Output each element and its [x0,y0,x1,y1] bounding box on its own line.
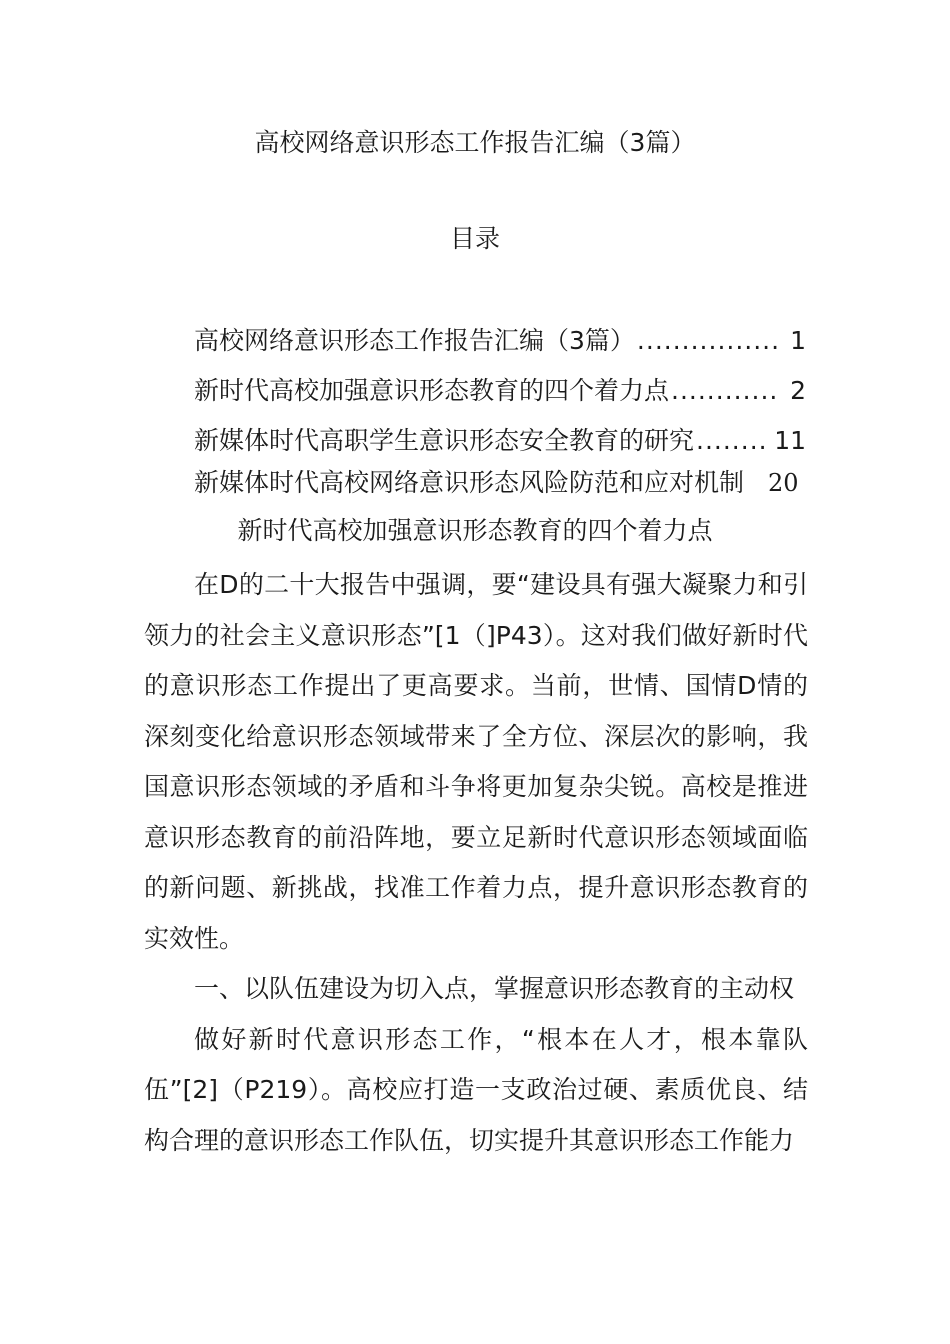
toc-entry-page: 1 [790,326,806,355]
toc-entry-page: 20 [768,469,799,497]
toc-entry-text: 新媒体时代高职学生意识形态安全教育的研究 [194,426,695,455]
toc-entry-page: 2 [790,376,806,405]
toc-entry-leader: ............ [671,376,779,405]
toc-heading: 目录 [449,224,500,253]
toc-entry[interactable] [194,464,806,502]
toc-entry-leader: ................ [636,326,781,355]
section-heading: 一、以队伍建设为切入点，掌握意识形态教育的主动权 [194,974,795,1003]
toc-entry-leader: ........ [696,426,768,455]
toc-entry[interactable] [194,322,806,360]
toc-entry[interactable] [194,422,806,460]
toc-entry[interactable] [194,372,806,410]
toc-entry-text: 新时代高校加强意识形态教育的四个着力点 [194,376,670,405]
paragraph: 在D的二十大报告中强调，要“建设具有强大凝聚力和引领力的社会主义意识形态”[1（]P43）。这对我们做好新时代的意识形态工作提出了更高要求。当前，世情、国情D情的深刻变化给意识形态领域带来了全方位、深层次的影响，我国意识形态领域的矛盾和斗争将更加复杂尖锐。高校是推进意识形态教育的前沿阵地，要立足新时代意识形态领域面临的新问题、新挑战，找准工作着力点，提升意识形态教育的实效性。 [144,570,808,953]
toc-entry-text: 新媒体时代高校网络意识形态风险防范和应对机制 [194,468,745,497]
document-title: 高校网络意识形态工作报告汇编（3篇） [254,128,696,157]
toc-entry-text: 高校网络意识形态工作报告汇编（3篇） [194,326,635,355]
paragraph: 做好新时代意识形态工作，“根本在人才，根本靠队伍”[2]（P219）。高校应打造一支政治过硬、素质优良、结构合理的意识形态工作队伍，切实提升其意识形态工作能力 [144,1024,808,1155]
section-title: 新时代高校加强意识形态教育的四个着力点 [237,516,713,545]
toc-entry-page: 11 [774,426,806,455]
body-text [144,560,808,1166]
